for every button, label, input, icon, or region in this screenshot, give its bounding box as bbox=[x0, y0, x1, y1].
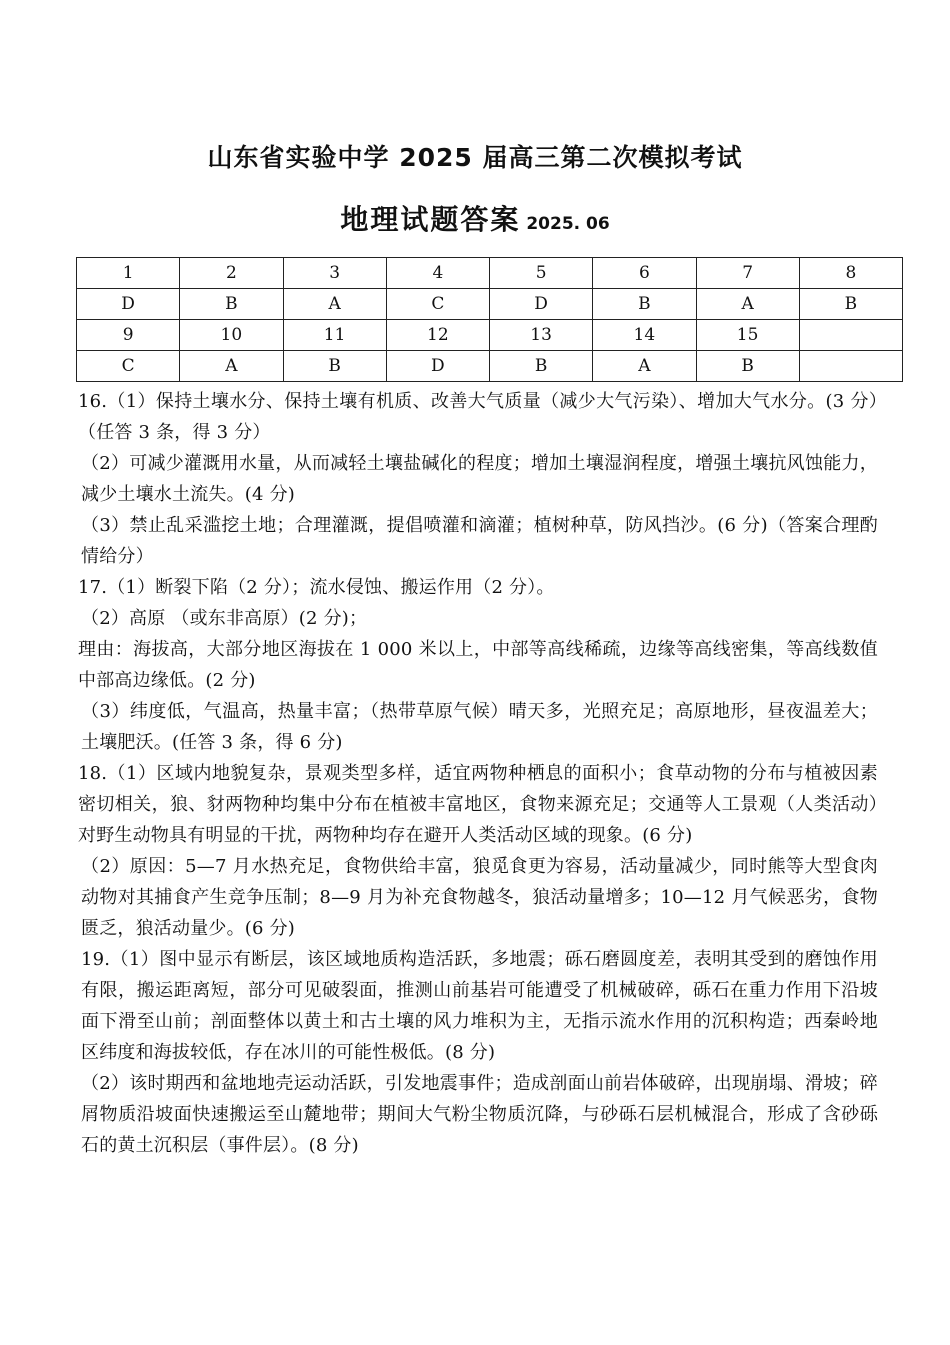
answer-paragraph: （2）可减少灌溉用水量，从而减轻土壤盐碱化的程度；增加土壤湿润程度，增强土壤抗风蚀能力，减少土壤水土流失。(4 分) bbox=[81, 453, 878, 505]
table-cell: 2 bbox=[180, 258, 283, 289]
answer-paragraph: （2）高原 （或东非高原）(2 分)； bbox=[81, 608, 368, 629]
table-cell: 7 bbox=[696, 258, 799, 289]
answer-paragraph: 17.（1）断裂下陷（2 分）；流水侵蚀、搬运作用（2 分）。 bbox=[78, 577, 555, 598]
table-cell: C bbox=[77, 351, 180, 382]
table-row bbox=[77, 320, 903, 351]
table-cell bbox=[799, 351, 902, 382]
answer-paragraph: （3）纬度低，气温高，热量丰富；（热带草原气候）晴天多，光照充足；高原地形，昼夜温差大；土壤肥沃。(任答 3 条，得 6 分) bbox=[81, 701, 878, 753]
table-row bbox=[77, 289, 903, 320]
answer-paragraph: 理由：海拔高，大部分地区海拔在 1 000 米以上，中部等高线稀疏，边缘等高线密集，等高线数值中部高边缘低。(2 分) bbox=[78, 639, 878, 691]
page-title: 山东省实验中学 2025 届高三第二次模拟考试 bbox=[207, 143, 743, 172]
table-cell: A bbox=[696, 289, 799, 320]
table-cell: 11 bbox=[283, 320, 386, 351]
table-cell bbox=[799, 320, 902, 351]
answer-body bbox=[78, 386, 878, 1161]
answer-table bbox=[76, 257, 903, 382]
table-row bbox=[77, 258, 903, 289]
table-cell: B bbox=[490, 351, 593, 382]
table-cell: 1 bbox=[77, 258, 180, 289]
subtitle-text: 地理试题答案 bbox=[340, 203, 521, 236]
answer-paragraph: （2）该时期西和盆地地壳运动活跃，引发地震事件；造成剖面山前岩体破碎，出现崩塌、滑坡；碎屑物质沿坡面快速搬运至山麓地带；期间大气粉尘物质沉降，与砂砾石层机械混合，形成了含砂砾石的黄土沉积层（事件层）。(8 分) bbox=[81, 1073, 878, 1156]
table-cell: 14 bbox=[593, 320, 696, 351]
table-cell: A bbox=[180, 351, 283, 382]
answer-paragraph: （3）禁止乱采滥挖土地；合理灌溉，提倡喷灌和滴灌；植树种草，防风挡沙。(6 分)（答案合理酌情给分） bbox=[81, 515, 878, 567]
table-cell: 5 bbox=[490, 258, 593, 289]
table-cell: D bbox=[490, 289, 593, 320]
table-row bbox=[77, 351, 903, 382]
table-cell: A bbox=[283, 289, 386, 320]
table-cell: B bbox=[799, 289, 902, 320]
table-cell: B bbox=[696, 351, 799, 382]
table-cell: A bbox=[593, 351, 696, 382]
table-cell: 4 bbox=[386, 258, 489, 289]
answer-paragraph: 16.（1）保持土壤水分、保持土壤有机质、改善大气质量（减少大气污染）、增加大气水分。(3 分）（任答 3 条，得 3 分） bbox=[78, 391, 878, 443]
table-cell: C bbox=[386, 289, 489, 320]
answer-paragraph: 18.（1）区域内地貌复杂，景观类型多样，适宜两物种栖息的面积小；食草动物的分布与植被因素密切相关，狼、豺两物种均集中分布在植被丰富地区，食物来源充足；交通等人工景观（人类活动）对野生动物具有明显的干扰，两物种均存在避开人类活动区域的现象。(6 分) bbox=[78, 763, 878, 846]
table-cell: B bbox=[283, 351, 386, 382]
table-cell: D bbox=[77, 289, 180, 320]
table-cell: 6 bbox=[593, 258, 696, 289]
table-cell: B bbox=[593, 289, 696, 320]
table-cell: D bbox=[386, 351, 489, 382]
table-cell: 9 bbox=[77, 320, 180, 351]
table-cell: B bbox=[180, 289, 283, 320]
table-cell: 10 bbox=[180, 320, 283, 351]
answer-paragraph: （2）原因：5—7 月水热充足，食物供给丰富，狼觅食更为容易，活动量减少，同时熊等大型食肉动物对其捕食产生竞争压制；8—9 月为补充食物越冬，狼活动量增多；10—12 月气候恶劣，食物匮乏，狼活动量少。(6 分) bbox=[81, 856, 878, 939]
table-cell: 3 bbox=[283, 258, 386, 289]
answer-paragraph: 19.（1）图中显示有断层，该区域地质构造活跃，多地震；砾石磨圆度差，表明其受到的磨蚀作用有限，搬运距离短，部分可见破裂面，推测山前基岩可能遭受了机械破碎，砾石在重力作用下沿坡面下滑至山前；剖面整体以黄土和古土壤的风力堆积为主，无指示流水作用的沉积构造；西秦岭地区纬度和海拔较低，存在冰川的可能性极低。(8 分) bbox=[81, 949, 878, 1063]
table-cell: 8 bbox=[799, 258, 902, 289]
table-cell: 13 bbox=[490, 320, 593, 351]
exam-date: 2025. 06 bbox=[526, 214, 610, 234]
table-cell: 12 bbox=[386, 320, 489, 351]
page-subtitle bbox=[0, 198, 950, 238]
table-cell: 15 bbox=[696, 320, 799, 351]
